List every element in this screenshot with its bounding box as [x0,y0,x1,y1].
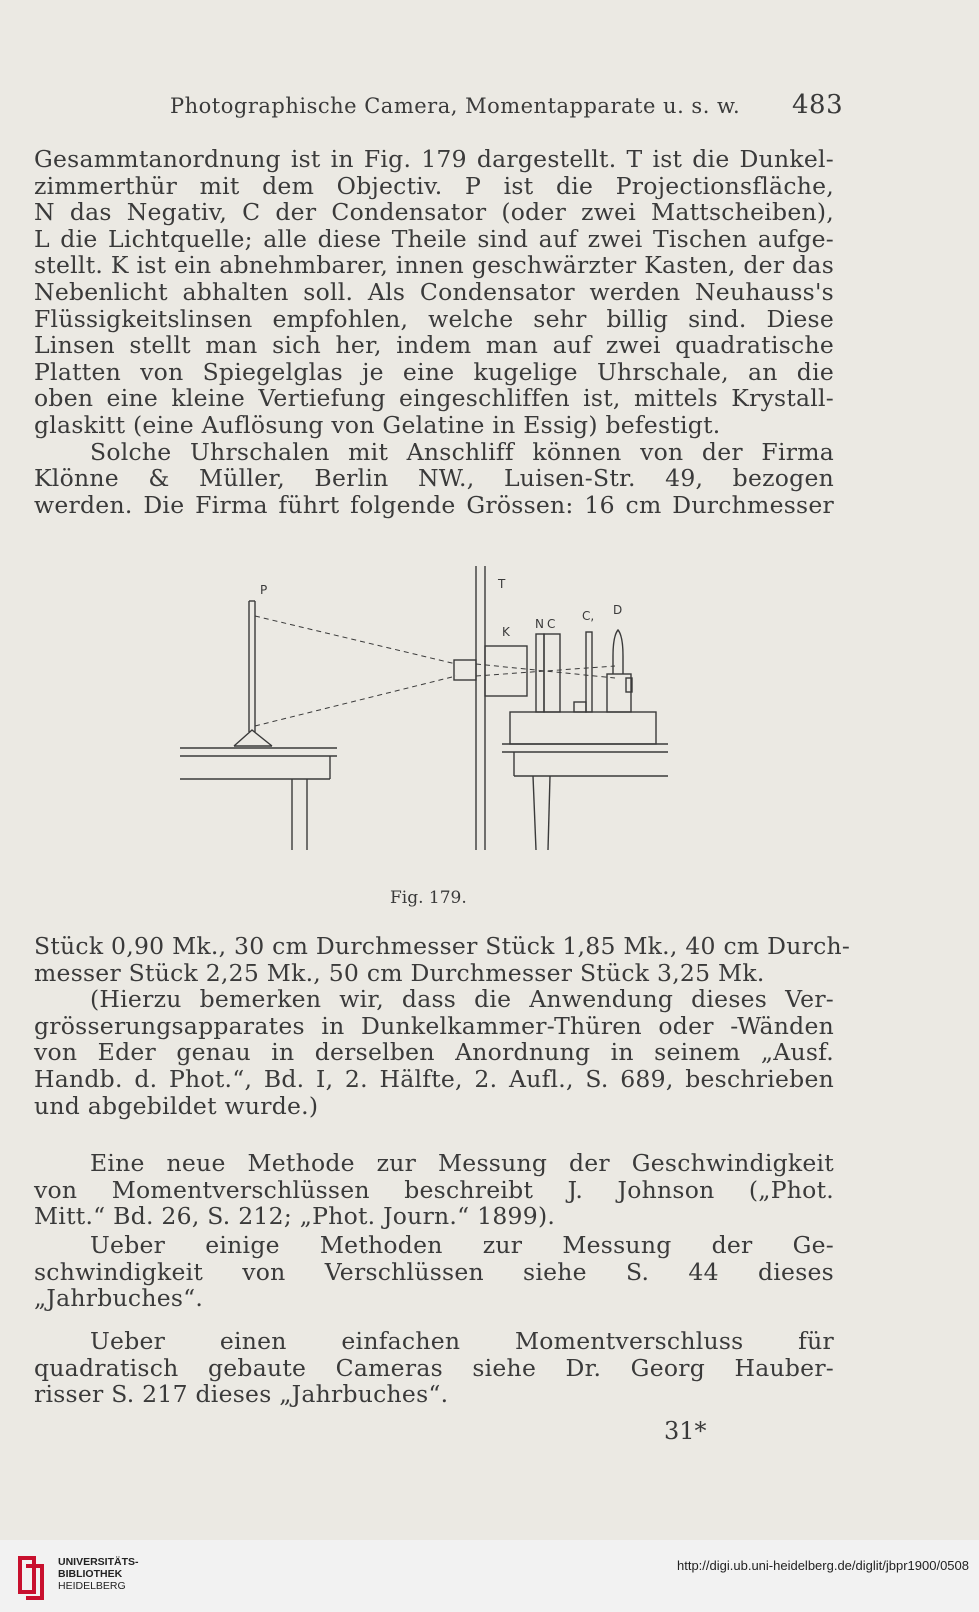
paragraph-5 [34,1328,834,1408]
running-title: Photographische Camera, Momentapparate u. s. w. [170,94,741,118]
text-line: grösserungsapparates in Dunkelkammer-Thüren oder -Wänden [34,1011,834,1040]
label-k: K [502,625,510,639]
page-number: 483 [792,90,844,120]
library-line: BIBLIOTHEK [58,1568,123,1580]
paragraph-4 [34,1232,834,1312]
negative-n [536,634,544,712]
label-t: T [498,577,506,591]
text-line: zimmerthür mit dem Objectiv. P ist die Projectionsfläche, [34,171,834,200]
text-line: messer Stück 2,25 Mk., 50 cm Durchmesser Stück 3,25 Mk. [34,958,765,987]
permalink-url[interactable]: http://digi.ub.uni-heidelberg.de/diglit/jbpr1900/0508 [677,1558,969,1573]
text-line: glaskitt (eine Auflösung von Gelatine in Essig) befestigt. [34,410,721,439]
right-table-box [510,712,656,744]
right-table-leg [533,776,536,850]
label-c: C [547,617,556,631]
text-line: Gesammtanordnung ist in Fig. 179 dargestellt. T ist die Dunkel- [34,145,834,173]
library-line: UNIVERSITÄTS- [58,1556,139,1568]
text-line: oben eine kleine Vertiefung eingeschliffen ist, mittels Krystall- [34,384,834,413]
text-line: von Momentverschlüssen beschreibt J. Johnson („Phot. [34,1175,834,1204]
text-line: Nebenlicht abhalten soll. Als Condensator werden Neuhauss's [34,277,834,306]
text-line: „Jahrbuches“. [34,1284,204,1313]
label-d: D [613,603,623,617]
condenser-c1 [586,632,592,712]
text-line: Solche Uhrschalen mit Anschliff können von der Firma [90,437,834,466]
text-line: Handb. d. Phot.“, Bd. I, 2. Hälfte, 2. Aufl., S. 689, beschrieben [34,1064,834,1093]
label-p: P [260,583,268,597]
text-line: Ueber einige Methoden zur Messung der Ge- [90,1231,834,1259]
library-line: HEIDELBERG [58,1580,126,1592]
label-c1: C, [582,609,595,623]
text-line: Stück 0,90 Mk., 30 cm Durchmesser Stück 1,85 Mk., 40 cm Durch- [34,932,851,960]
text-line: stellt. K ist ein abnehmbarer, innen geschwärzter Kasten, der das [34,251,834,280]
box-k [485,646,527,696]
text-line: risser S. 217 dieses „Jahrbuches“. [34,1380,449,1409]
figure-caption: Fig. 179. [390,888,467,908]
text-line: Flüssigkeitslinsen empfohlen, welche sehr billig sind. Diese [34,304,834,333]
text-line: schwindigkeit von Verschlüssen siehe S. 44 dieses [34,1257,834,1286]
text-line: quadratisch gebaute Cameras siehe Dr. Georg Hauber- [34,1353,834,1382]
paragraph-2 [34,932,851,1120]
signature-mark: 31* [664,1417,707,1445]
objective-lens [454,660,476,680]
lamp-d [607,674,631,712]
text-line: Klönne & Müller, Berlin NW., Luisen-Str. 49, bezogen [34,464,834,493]
paragraph-1 [34,146,834,518]
viewer-footer [0,1540,979,1612]
text-line: Platten von Spiegelglas je eine kugelige Uhrschale, an die [34,357,834,386]
text-line: Linsen stellt man sich her, indem man auf zwei quadratische [34,331,834,360]
label-n: N [535,617,544,631]
text-line: von Eder genau in derselben Anordnung in seinem „Ausf. [34,1038,834,1067]
condenser-c [544,634,560,712]
text-line: N das Negativ, C der Condensator (oder zwei Mattscheiben), [34,198,834,227]
figure-179-diagram [180,566,680,876]
library-name [58,1556,139,1592]
text-line: und abgebildet wurde.) [34,1091,319,1120]
text-line: (Hierzu bemerken wir, dass die Anwendung dieses Ver- [90,985,834,1014]
text-line: werden. Die Firma führt folgende Grössen: 16 cm Durchmesser [34,490,834,519]
text-line: L die Lichtquelle; alle diese Theile sind auf zwei Tischen aufge- [34,224,834,253]
library-logo-icon[interactable] [12,1552,52,1600]
paragraph-3 [34,1150,834,1230]
text-line: Ueber einen einfachen Momentverschluss für [90,1327,834,1355]
text-line: Eine neue Methode zur Messung der Geschwindigkeit [90,1149,834,1177]
text-line: Mitt.“ Bd. 26, S. 212; „Phot. Journ.“ 1899). [34,1202,556,1231]
